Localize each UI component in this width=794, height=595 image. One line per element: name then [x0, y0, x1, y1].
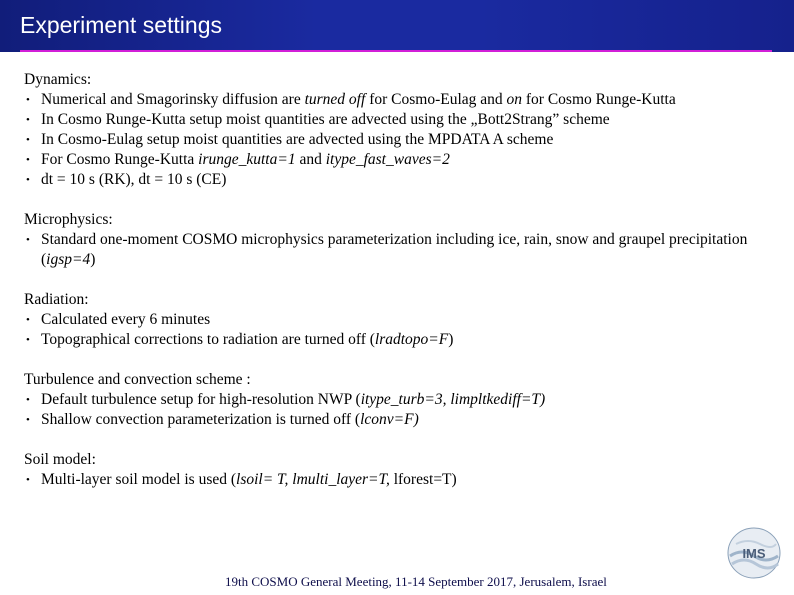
section-heading: Microphysics:: [24, 211, 113, 228]
section-heading: Soil model:: [24, 451, 96, 468]
bullet-item: • For Cosmo Runge-Kutta irunge_kutta=1 and itype_fast_waves=2: [24, 150, 764, 170]
title-bar: [0, 0, 794, 52]
title-underline: [20, 50, 772, 52]
bullet-item: • In Cosmo-Eulag setup moist quantities are advected using the MPDATA A scheme: [24, 130, 764, 150]
section-heading: Turbulence and convection scheme :: [24, 371, 251, 388]
ims-logo-icon: [726, 526, 782, 580]
slide-footer: 19th COSMO General Meeting, 11-14 September 2017, Jerusalem, Israel: [225, 574, 607, 589]
bullet-item: • In Cosmo Runge-Kutta setup moist quantities are advected using the „Bott2Strang” scheme: [24, 110, 764, 130]
bullet-item: • Default turbulence setup for high-resolution NWP (itype_turb=3, limpltkediff=T): [24, 390, 764, 410]
bullet-item: • Topographical corrections to radiation are turned off (lradtopo=F): [24, 330, 764, 350]
svg-text:IMS: IMS: [742, 546, 766, 561]
bullet-item: • Calculated every 6 minutes: [24, 310, 764, 330]
bullet-item: • Shallow convection parameterization is turned off (lconv=F): [24, 410, 764, 430]
section-heading: Radiation:: [24, 291, 89, 308]
section-heading: Dynamics:: [24, 71, 92, 88]
bullet-item: • Multi-layer soil model is used (lsoil= T, lmulti_layer=T, lforest=T): [24, 470, 764, 490]
bullet-item: • Standard one-moment COSMO microphysics parameterization including ice, rain, snow and graupel precipitation (igsp=4): [24, 230, 764, 270]
section-soil: [24, 450, 764, 490]
section-microphysics: [24, 210, 764, 270]
bullet-item: • dt = 10 s (RK), dt = 10 s (CE): [24, 170, 764, 190]
section-turbulence: [24, 370, 764, 430]
section-radiation: [24, 290, 764, 350]
section-dynamics: [24, 70, 764, 190]
bullet-item: • Numerical and Smagorinsky diffusion are turned off for Cosmo-Eulag and on for Cosmo Runge-Kutta: [24, 90, 764, 110]
slide-content: [24, 70, 764, 510]
slide-title: Experiment settings: [20, 12, 222, 38]
